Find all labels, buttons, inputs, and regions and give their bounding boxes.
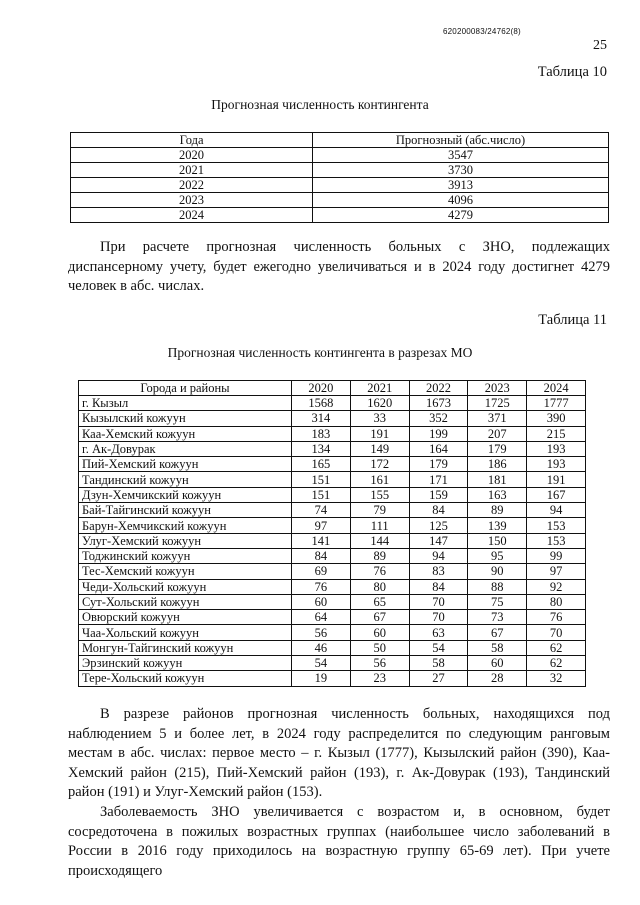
table-cell-value: 181 (468, 472, 527, 487)
table-cell-value: 79 (350, 503, 409, 518)
table-cell-value: 4096 (313, 193, 609, 208)
table-cell-value: 179 (409, 457, 468, 472)
table-cell-value: 139 (468, 518, 527, 533)
table-cell-district: Чеди-Хольский кожуун (79, 579, 292, 594)
table-cell-value: 70 (527, 625, 586, 640)
table-cell-value: 62 (527, 656, 586, 671)
document-id: 620200083/24762(8) (443, 27, 521, 36)
table-row (79, 579, 586, 594)
table-cell-year: 2020 (71, 148, 313, 163)
table11-label: Таблица 11 (538, 312, 607, 328)
table-cell-value: 153 (527, 533, 586, 548)
table-cell-district: Сут-Хольский кожуун (79, 594, 292, 609)
table-row (79, 457, 586, 472)
table-header-row (79, 381, 586, 396)
table-row (79, 411, 586, 426)
table-cell-value: 89 (468, 503, 527, 518)
column-header-2020: 2020 (292, 381, 351, 396)
paragraph-incidence (68, 803, 610, 881)
table-row (79, 396, 586, 411)
table11-title: Прогнозная численность контингента в разрезах МО (167, 345, 473, 360)
table-cell-value: 125 (409, 518, 468, 533)
table-cell-value: 67 (468, 625, 527, 640)
table-cell-value: 151 (292, 472, 351, 487)
table-cell-value: 70 (409, 594, 468, 609)
table-cell-value: 75 (468, 594, 527, 609)
table-cell-district: Улуг-Хемский кожуун (79, 533, 292, 548)
table-cell-value: 56 (292, 625, 351, 640)
paragraph-district-ranking (68, 705, 610, 803)
table-cell-value: 3730 (313, 163, 609, 178)
table-cell-value: 1568 (292, 396, 351, 411)
table-cell-district: Эрзинский кожуун (79, 656, 292, 671)
table-cell-value: 390 (527, 411, 586, 426)
table-cell-value: 89 (350, 548, 409, 563)
paragraph-forecast-summary-text: При расчете прогнозная численность больных с ЗНО, подлежащих диспансерному учету, будет ежегодно увеличиваться и в 2024 году достигнет 4279 человек в абс. числах. (68, 239, 610, 294)
column-header-2024: 2024 (527, 381, 586, 396)
table-cell-value: 150 (468, 533, 527, 548)
table-cell-district: Монгун-Тайгинский кожуун (79, 640, 292, 655)
column-header-year: Года (71, 133, 313, 148)
table-cell-value: 199 (409, 426, 468, 441)
table-cell-value: 92 (527, 579, 586, 594)
table-row (79, 548, 586, 563)
table-cell-value: 163 (468, 487, 527, 502)
table-cell-district: Овюрский кожуун (79, 610, 292, 625)
table-cell-value: 134 (292, 441, 351, 456)
table-cell-value: 193 (527, 457, 586, 472)
table-cell-value: 60 (350, 625, 409, 640)
table-cell-value: 153 (527, 518, 586, 533)
table-cell-value: 215 (527, 426, 586, 441)
table-cell-value: 183 (292, 426, 351, 441)
table-row (79, 671, 586, 686)
table-cell-value: 3913 (313, 178, 609, 193)
paragraph-incidence-text: Заболеваемость ЗНО увеличивается с возрастом и, в основном, будет сосредоточена в пожилых возрастных группах (наибольшее число заболеваний в России в 2016 году приходилось на возрастную группу 65-69 лет). При учете происходящего (68, 804, 610, 879)
table-cell-value: 19 (292, 671, 351, 686)
table-cell-value: 50 (350, 640, 409, 655)
table-row (79, 518, 586, 533)
table-cell-value: 352 (409, 411, 468, 426)
table-cell-district: Тере-Хольский кожуун (79, 671, 292, 686)
table-cell-value: 62 (527, 640, 586, 655)
table-cell-value: 111 (350, 518, 409, 533)
paragraph-forecast-summary (68, 238, 610, 297)
table-cell-value: 83 (409, 564, 468, 579)
district-forecast-table-body (79, 396, 586, 687)
table-cell-value: 46 (292, 640, 351, 655)
table-cell-year: 2023 (71, 193, 313, 208)
table-cell-district: Чаа-Хольский кожуун (79, 625, 292, 640)
table-cell-value: 94 (409, 548, 468, 563)
table-cell-value: 70 (409, 610, 468, 625)
table-cell-value: 76 (292, 579, 351, 594)
table-cell-value: 141 (292, 533, 351, 548)
column-header-2023: 2023 (468, 381, 527, 396)
table-row (79, 625, 586, 640)
table-row (71, 148, 609, 163)
table-cell-district: Бай-Тайгинский кожуун (79, 503, 292, 518)
district-forecast-table (78, 380, 586, 687)
table10-label: Таблица 10 (537, 64, 607, 80)
table-cell-district: Дзун-Хемчикский кожуун (79, 487, 292, 502)
table-cell-value: 54 (409, 640, 468, 655)
table-row (79, 426, 586, 441)
column-header-2022: 2022 (409, 381, 468, 396)
table-cell-value: 164 (409, 441, 468, 456)
table-cell-value: 80 (350, 579, 409, 594)
table-cell-value: 1777 (527, 396, 586, 411)
table-cell-value: 191 (350, 426, 409, 441)
table-cell-value: 33 (350, 411, 409, 426)
table-cell-value: 151 (292, 487, 351, 502)
table-cell-value: 58 (409, 656, 468, 671)
table-cell-district: Барун-Хемчикский кожуун (79, 518, 292, 533)
table-cell-district: Каа-Хемский кожуун (79, 426, 292, 441)
table-cell-value: 65 (350, 594, 409, 609)
column-header-district: Города и районы (79, 381, 292, 396)
table-cell-value: 1620 (350, 396, 409, 411)
table-row (79, 656, 586, 671)
table-cell-value: 165 (292, 457, 351, 472)
table-cell-value: 60 (468, 656, 527, 671)
table-row (71, 178, 609, 193)
table-cell-year: 2024 (71, 208, 313, 223)
table-cell-value: 28 (468, 671, 527, 686)
table-cell-value: 54 (292, 656, 351, 671)
table-cell-year: 2022 (71, 178, 313, 193)
forecast-table (70, 132, 609, 223)
table-row (79, 472, 586, 487)
table-cell-value: 84 (409, 579, 468, 594)
table-row (79, 487, 586, 502)
table-cell-value: 167 (527, 487, 586, 502)
table-cell-value: 179 (468, 441, 527, 456)
table-row (79, 564, 586, 579)
table-cell-value: 4279 (313, 208, 609, 223)
table-cell-value: 67 (350, 610, 409, 625)
table-cell-value: 76 (350, 564, 409, 579)
table-cell-value: 193 (527, 441, 586, 456)
table-row (79, 503, 586, 518)
page-number: 25 (593, 38, 607, 53)
table-cell-value: 69 (292, 564, 351, 579)
table-cell-value: 147 (409, 533, 468, 548)
table-cell-value: 84 (292, 548, 351, 563)
table-cell-value: 99 (527, 548, 586, 563)
paragraph-district-ranking-text: В разрезе районов прогнозная численность больных, находящихся под наблюдением 5 и более лет, в 2024 году распределится по следующим ранговым местам в абс. числах: первое место – г. Кызыл (1777), Кызылский район (390), Каа-Хемский район (215), Пий-Хемский район (193), г. Ак-Довурак (193), Тандинский район (191) и Улуг-Хемский район (153). (68, 706, 610, 800)
table-cell-value: 56 (350, 656, 409, 671)
table-cell-value: 1673 (409, 396, 468, 411)
table-cell-district: Тоджинский кожуун (79, 548, 292, 563)
table-cell-value: 88 (468, 579, 527, 594)
table-cell-value: 1725 (468, 396, 527, 411)
column-header-forecast: Прогнозный (абс.число) (313, 133, 609, 148)
table-cell-value: 58 (468, 640, 527, 655)
table-cell-value: 149 (350, 441, 409, 456)
table-cell-value: 63 (409, 625, 468, 640)
table-cell-value: 161 (350, 472, 409, 487)
table-cell-district: Пий-Хемский кожуун (79, 457, 292, 472)
table-cell-year: 2021 (71, 163, 313, 178)
table-cell-value: 3547 (313, 148, 609, 163)
table-cell-value: 74 (292, 503, 351, 518)
table-cell-district: г. Ак-Довурак (79, 441, 292, 456)
column-header-2021: 2021 (350, 381, 409, 396)
table-cell-value: 73 (468, 610, 527, 625)
table-cell-value: 32 (527, 671, 586, 686)
table-row (71, 208, 609, 223)
table-row (79, 533, 586, 548)
table-row (79, 441, 586, 456)
table-cell-value: 60 (292, 594, 351, 609)
table-row (79, 610, 586, 625)
table10-title: Прогнозная численность контингента (211, 97, 429, 112)
table-row (79, 594, 586, 609)
table-row (71, 193, 609, 208)
table-cell-value: 94 (527, 503, 586, 518)
table-cell-value: 191 (527, 472, 586, 487)
table-cell-value: 159 (409, 487, 468, 502)
table-cell-value: 155 (350, 487, 409, 502)
table-cell-value: 27 (409, 671, 468, 686)
table-header-row (71, 133, 609, 148)
table-cell-value: 23 (350, 671, 409, 686)
table-cell-value: 64 (292, 610, 351, 625)
table-cell-value: 144 (350, 533, 409, 548)
table-cell-district: Тандинский кожуун (79, 472, 292, 487)
table-cell-district: г. Кызыл (79, 396, 292, 411)
table-cell-value: 90 (468, 564, 527, 579)
table-cell-value: 76 (527, 610, 586, 625)
table-cell-value: 84 (409, 503, 468, 518)
table-cell-district: Тес-Хемский кожуун (79, 564, 292, 579)
table-cell-value: 95 (468, 548, 527, 563)
table-cell-value: 171 (409, 472, 468, 487)
table-row (71, 163, 609, 178)
table-cell-value: 97 (527, 564, 586, 579)
table-cell-value: 172 (350, 457, 409, 472)
forecast-table-body (71, 148, 609, 223)
table-cell-value: 186 (468, 457, 527, 472)
table-cell-value: 80 (527, 594, 586, 609)
table-cell-value: 207 (468, 426, 527, 441)
table-cell-value: 371 (468, 411, 527, 426)
table-cell-value: 97 (292, 518, 351, 533)
table-cell-district: Кызылский кожуун (79, 411, 292, 426)
table-row (79, 640, 586, 655)
table-cell-value: 314 (292, 411, 351, 426)
